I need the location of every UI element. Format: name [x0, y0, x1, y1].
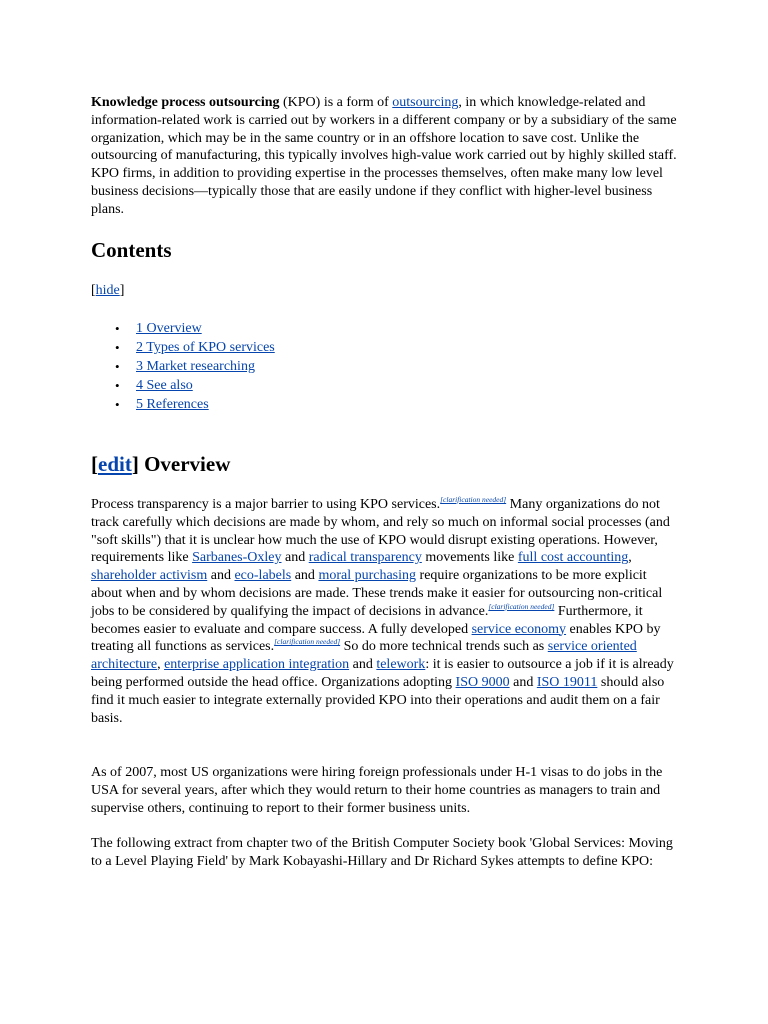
bracket: ]: [119, 283, 125, 298]
hide-toc-link[interactable]: hide: [95, 283, 120, 298]
clarification-needed-link[interactable]: [clarification needed]: [440, 495, 507, 504]
paragraph: The following extract from chapter two of the British Computer Society book 'Global Services: Moving to a Level Playing Field' by Mark Kobayashi-Hillary and Dr Richard Sykes attempts to define KPO:: [91, 836, 673, 869]
toc-link-types-of-kpo[interactable]: 2 Types of KPO services: [136, 340, 275, 355]
toc-item: [91, 395, 681, 414]
bracket: [: [91, 283, 96, 298]
text: should also find it much easier to integrate externally provided KPO into their operations and audit them on a fair basis.: [91, 674, 665, 726]
text: and: [281, 550, 309, 566]
text: and: [207, 568, 235, 584]
toc-item: [91, 357, 681, 376]
toc-item: [91, 376, 681, 395]
link-moral-purchasing[interactable]: moral purchasing: [318, 568, 417, 584]
toc-link-references[interactable]: 5 References: [136, 397, 209, 412]
link-iso-9000[interactable]: ISO 9000: [455, 674, 510, 690]
intro-term: Knowledge process outsourcing: [91, 95, 280, 110]
text: and: [291, 568, 319, 584]
link-service-economy[interactable]: service economy: [471, 621, 567, 637]
link-iso-19011[interactable]: ISO 19011: [536, 674, 598, 690]
toc-item: [91, 319, 681, 338]
text: Process transparency is a major barrier to using KPO services.: [91, 497, 441, 512]
bullet-icon: •: [115, 359, 120, 374]
bullet-icon: •: [115, 397, 120, 412]
toc-link-market-researching[interactable]: 3 Market researching: [136, 359, 255, 374]
intro-paragraph: [91, 94, 681, 219]
contents-title: Contents: [91, 238, 172, 262]
text: and: [509, 674, 537, 690]
section-title-overview: [91, 452, 681, 476]
link-outsourcing[interactable]: outsourcing: [392, 95, 459, 110]
toc-toggle: [91, 282, 681, 300]
link-full-cost-accounting[interactable]: full cost accounting: [517, 550, 629, 566]
overview-paragraph-3: [91, 835, 681, 871]
contents-section: [91, 238, 681, 262]
link-enterprise-application-integration[interactable]: enterprise application integration: [164, 657, 350, 673]
toc-item: [91, 338, 681, 357]
overview-paragraph-2: [91, 764, 681, 817]
table-of-contents: [91, 319, 681, 414]
bracket: [: [91, 452, 98, 476]
intro-text: , in which knowledge-related and information-related work is carried out by workers in a different company or by a subsidiary of the same organization, which may be in the same country or in an offshore location to save cost. Unlike the outsourcing of manufacturing, this typically involves high-value work carried out by highly skilled staff. KPO firms, in addition to providing expertise in the processes themselves, often make many low level business decisions—typically those that are easily undone if they conflict with higher-level business plans.: [91, 95, 677, 217]
link-service-oriented-architecture[interactable]: service oriented architecture: [91, 639, 637, 673]
toc-list: [91, 319, 681, 414]
clarification-needed-link[interactable]: [clarification needed]: [274, 637, 341, 647]
text: Many organizations do not track carefully which decisions are made by whom, and rely so much on informal social processes (and "soft skills") that it is unclear how much the use of KPO would disrupt existing operations. However, requirements like: [91, 497, 670, 566]
bullet-icon: •: [115, 378, 120, 393]
text: require organizations to be more explicit about when and by whom decisions are made. These trends make it easier for outsourcing non-critical jobs to be considered by qualifying the impact of decisions in advance.: [91, 568, 663, 619]
overview-paragraph-1: [91, 496, 681, 727]
bullet-icon: •: [115, 321, 120, 336]
bracket: ]: [131, 452, 139, 476]
link-radical-transparency[interactable]: radical transparency: [308, 550, 422, 566]
text: movements like: [421, 550, 518, 566]
text: Furthermore, it becomes easier to evaluate and compare success. A fully developed: [91, 603, 643, 637]
text: : it is easier to outsource a job if it is already being performed outside the head office. Organizations adopting: [91, 657, 674, 690]
text: ,: [628, 550, 632, 566]
text: and: [349, 657, 377, 673]
link-shareholder-activism[interactable]: shareholder activism: [91, 568, 208, 584]
text: ,: [157, 657, 165, 673]
edit-link[interactable]: edit: [98, 452, 132, 476]
intro-text: (KPO) is a form of: [279, 95, 393, 110]
paragraph: As of 2007, most US organizations were hiring foreign professionals under H-1 visas to do jobs in the USA for several years, after which they would return to their home countries as managers to train and supervise others, continuing to report to their former business units.: [91, 765, 663, 816]
text: So do more technical trends such as: [340, 639, 548, 655]
link-sarbanes-oxley[interactable]: Sarbanes-Oxley: [192, 550, 282, 566]
intro-section: [91, 94, 681, 219]
link-telework[interactable]: telework: [376, 657, 426, 673]
paragraph: [91, 496, 681, 727]
bullet-icon: •: [115, 340, 120, 355]
section-title-text: Overview: [138, 452, 231, 476]
toc-link-overview[interactable]: 1 Overview: [136, 321, 202, 336]
text: enables KPO by treating all functions as services.: [91, 621, 661, 655]
clarification-needed-link[interactable]: [clarification needed]: [488, 601, 555, 611]
toc-link-see-also[interactable]: 4 See also: [136, 378, 193, 393]
link-eco-labels[interactable]: eco-labels: [234, 568, 292, 584]
overview-heading: [91, 452, 681, 476]
